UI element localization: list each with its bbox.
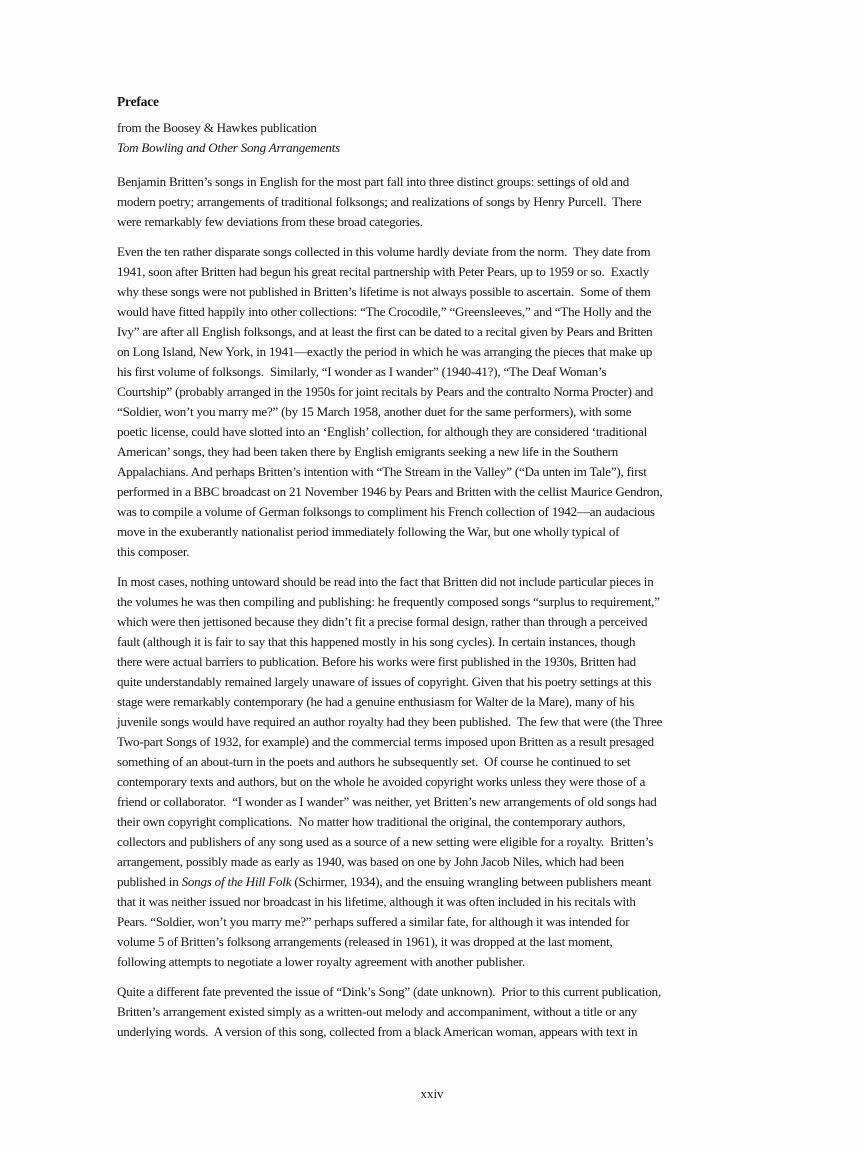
publication-attribution bbox=[117, 118, 807, 158]
text-line: fault (although it is fair to say that this happened mostly in his song cycles). In certain instances, though bbox=[117, 634, 636, 649]
paragraph bbox=[117, 982, 807, 1042]
text-line: following attempts to negotiate a lower royalty agreement with another publisher. bbox=[117, 954, 525, 969]
text-line: Appalachians. And perhaps Britten’s intention with “The Stream in the Valley” (“Da unten im Tale”), first bbox=[117, 464, 647, 479]
text-line: Quite a different fate prevented the issue of “Dink’s Song” (date unknown). Prior to this current publication, bbox=[117, 984, 661, 999]
text-line: 1941, soon after Britten had begun his great recital partnership with Peter Pears, up to 1959 or so. Exactly bbox=[117, 264, 650, 279]
paragraph bbox=[117, 242, 807, 562]
text-line: there were actual barriers to publication. Before his works were first published in the 1930s, Britten had bbox=[117, 654, 636, 669]
text-line: would have fitted happily into other collections: “The Crocodile,” “Greensleeves,” and “The Holly and the bbox=[117, 304, 652, 319]
text-line: on Long Island, New York, in 1941—exactly the period in which he was arranging the pieces that make up bbox=[117, 344, 653, 359]
text-line: volume 5 of Britten’s folksong arrangements (released in 1961), it was dropped at the last moment, bbox=[117, 934, 613, 949]
publication-source-line: from the Boosey & Hawkes publication bbox=[117, 120, 317, 135]
text-line: modern poetry; arrangements of traditional folksongs; and realizations of songs by Henry Purcell. There bbox=[117, 194, 642, 209]
text-line: stage were remarkably contemporary (he had a genuine enthusiasm for Walter de la Mare), many of his bbox=[117, 694, 635, 709]
page-number: xxiv bbox=[420, 1086, 444, 1101]
text-line: that it was neither issued nor broadcast in his lifetime, although it was often included in his recitals with bbox=[117, 894, 636, 909]
text-line: arrangement, possibly made as early as 1940, was based on one by John Jacob Niles, which had been bbox=[117, 854, 624, 869]
text-line: Benjamin Britten’s songs in English for the most part fall into three distinct groups: settings of old and bbox=[117, 174, 630, 189]
text-line: Pears. “Soldier, won’t you marry me?” perhaps suffered a similar fate, for although it was intended for bbox=[117, 914, 630, 929]
text-line: “Soldier, won’t you marry me?” (by 15 March 1958, another duet for the same performers), with some bbox=[117, 404, 632, 419]
paragraph bbox=[117, 172, 807, 232]
text-line: In most cases, nothing untoward should be read into the fact that Britten did not include particular pieces in bbox=[117, 574, 654, 589]
text-line: American’ songs, they had been taken there by English emigrants seeking a new life in the Southern bbox=[117, 444, 619, 459]
text-line: move in the exuberantly nationalist period immediately following the War, but one wholly typical of bbox=[117, 524, 620, 539]
text-line: quite understandably remained largely unaware of issues of copyright. Given that his poetry settings at this bbox=[117, 674, 652, 689]
text-line: contemporary texts and authors, but on the whole he avoided copyright works unless they were those of a bbox=[117, 774, 646, 789]
text-line: collectors and publishers of any song used as a source of a new setting were eligible for a royalty. Britten’s bbox=[117, 834, 654, 849]
text-line: why these songs were not published in Britten’s lifetime is not always possible to ascertain. Some of them bbox=[117, 284, 651, 299]
publication-title: Tom Bowling and Other Song Arrangements bbox=[117, 140, 340, 155]
text-line: underlying words. A version of this song, collected from a black American woman, appears with text in bbox=[117, 1024, 638, 1039]
preface-body bbox=[117, 172, 807, 1042]
text-line: which were then jettisoned because they didn’t fit a precise formal design, rather than through a perceived bbox=[117, 614, 648, 629]
text-line: Britten’s arrangement existed simply as a written-out melody and accompaniment, without a title or any bbox=[117, 1004, 638, 1019]
text-line: their own copyright complications. No matter how traditional the original, the contemporary authors, bbox=[117, 814, 626, 829]
page-title: Preface bbox=[117, 94, 159, 109]
text-line: poetic license, could have slotted into an ‘English’ collection, for although they are considered ‘traditional bbox=[117, 424, 648, 439]
text-line: performed in a BBC broadcast on 21 November 1946 by Pears and Britten with the cellist Maurice Gendron, bbox=[117, 484, 663, 499]
text-line: published in Songs of the Hill Folk (Schirmer, 1934), and the ensuing wrangling between publishers meant bbox=[117, 874, 652, 889]
paragraph bbox=[117, 572, 807, 972]
text-line: his first volume of folksongs. Similarly, “I wonder as I wander” (1940-41?), “The Deaf Woman’s bbox=[117, 364, 607, 379]
text-line: friend or collaborator. “I wonder as I wander” was neither, yet Britten’s new arrangements of old songs had bbox=[117, 794, 657, 809]
text-line: juvenile songs would have required an author royalty had they been published. The few that were (the Three bbox=[117, 714, 663, 729]
text-line: the volumes he was then compiling and publishing: he frequently composed songs “surplus to requirement,” bbox=[117, 594, 660, 609]
text-line: Two-part Songs of 1932, for example) and the commercial terms imposed upon Britten as a result presaged bbox=[117, 734, 654, 749]
text-line: this composer. bbox=[117, 544, 190, 559]
text-line: were remarkably few deviations from these broad categories. bbox=[117, 214, 423, 229]
text-line: Courtship” (probably arranged in the 1950s for joint recitals by Pears and the contralto Norma Procter) and bbox=[117, 384, 653, 399]
text-block bbox=[117, 92, 807, 1052]
text-line: Even the ten rather disparate songs collected in this volume hardly deviate from the norm. They date from bbox=[117, 244, 651, 259]
text-line: Ivy” are after all English folksongs, and at least the first can be dated to a recital given by Pears and Britten bbox=[117, 324, 653, 339]
text-line: something of an about-turn in the poets and authors he subsequently set. Of course he continued to set bbox=[117, 754, 631, 769]
text-line: was to compile a volume of German folksongs to compliment his French collection of 1942—an audacious bbox=[117, 504, 655, 519]
